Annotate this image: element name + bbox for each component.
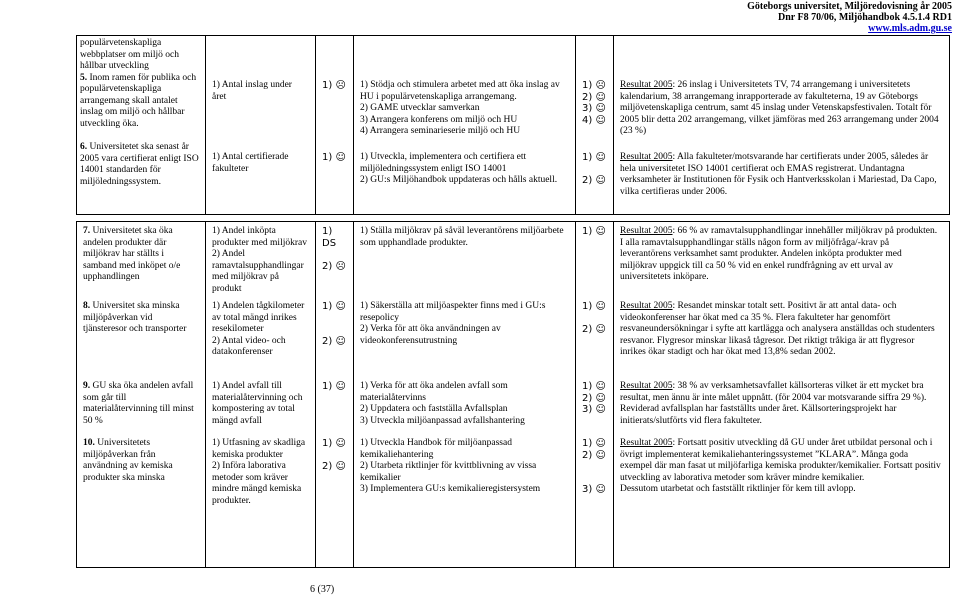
indicator-text: 1) Utfasning av skadliga kemiska produkter 2) Införa laborativa metoder som kräver mindre mängd kemiska produkter.: [212, 438, 306, 506]
environmental-goals-table: [76, 35, 950, 568]
table-row: [76, 221, 950, 568]
indicator-cell: [206, 36, 316, 214]
document-header: [747, 1, 952, 34]
header-dnr: Dnr F8 70/06, Miljöhandbok 4.5.1.4 RD1: [777, 12, 952, 23]
page-number: 6 (37): [310, 584, 335, 595]
goal-6: 6. Universitetet ska senast år 2005 vara certifierat enligt ISO 14001 standarden för miljöledningssystem.: [80, 142, 199, 187]
result-text: Resultat 2005: Fortsatt positiv utveckling då GU under året utbildat personal och i övrigt implementerat kemikaliehanteringssystemet ”KLARA”. Många goda exempel där man fasat ut miljöfarliga kemiska produkter/kemikalier. Fortsatt positiv utveckling av laborativa metoder som kräver mindre kemikalier. Dessutom utarbetat och fastställt riktlinjer för kem till avlopp.: [620, 438, 941, 494]
action-text: 1) Ställa miljökrav på såväl leverantörens miljöarbete som upphandlade produkter.: [360, 226, 564, 248]
header-url-link[interactable]: www.mls.adm.gu.se: [868, 23, 952, 34]
goal-text: populärvetenskapliga webbplatser om miljö och hållbar utveckling: [80, 38, 179, 71]
indicator-text: 1) Antal inslag under året: [212, 80, 292, 102]
result-cell: [614, 222, 950, 567]
header-title: Göteborgs universitet, Miljöredovisning år 2005: [747, 1, 952, 12]
indicator-text: 1) Andel avfall till materialåtervinning och kompostering av total mängd avfall: [212, 381, 303, 426]
indicator-status-cell: [316, 222, 354, 567]
goal-7: 7. Universitetet ska öka andelen produkter där miljökrav har ställts i samband med inköpet o/e upphandlingen: [83, 226, 181, 282]
action-text: 1) Stödja och stimulera arbetet med att öka inslag av HU i populärvetenskapliga arrangemang. 2) GAME utvecklar samverkan 3) Arrangera konferens om miljö och HU 4) Arrangera seminarieserie miljö och HU: [360, 80, 560, 136]
goal-cell: [76, 36, 206, 214]
action-cell: [354, 222, 576, 567]
status-indicator: 1) ☹ 2) ☺ 3) ☺ 4) ☺: [582, 80, 606, 126]
indicator-status-cell: [316, 36, 354, 214]
status-indicator: 1) ☺ 2) ☺ 3) ☺: [582, 381, 606, 415]
indicator-text: 1) Andel inköpta produkter med miljökrav 2) Andel ramavtalsupphandlingar med miljökrav på produkt: [212, 226, 307, 294]
status-indicator: 1) ☺ 2) ☺: [582, 152, 606, 186]
action-status-cell: [576, 36, 614, 214]
status-indicator: 1) ☹: [322, 80, 346, 91]
result-cell: [614, 36, 950, 214]
result-text: Resultat 2005: 38 % av verksamhetsavfallet källsorteras vilket är ett mycket bra resultat, men ännu är inte målet uppnått. (för 2004 var motsvarande siffra 29 %). Reviderad avfallsplan har fastställts under året. Källsorteringsprojekt har initierats/slutförts vid flera fakulteter.: [620, 381, 927, 426]
result-text: Resultat 2005: 26 inslag i Universitetets TV, 74 arrangemang i universitetets kalendarium, 38 arrangemang inrapporterade av fakulteterna, 19 av Göteborgs miljövetenskapliga centrum, samt 45 inslag under Vetenskapsfestivalen. Totalt för 2005 blir detta 202 arrangemang, vilket jämföras med 263 arrangemang under 2004 (23 %): [620, 80, 939, 136]
indicator-cell: [206, 222, 316, 567]
indicator-text: 1) Andelen tågkilometer av total mängd inrikes resekilometer 2) Antal video- och datakonferenser: [212, 301, 305, 357]
status-indicator: 1) ☺: [582, 226, 606, 237]
action-status-cell: [576, 222, 614, 567]
status-indicator: 1) ☺ 2) ☺: [322, 438, 346, 472]
goal-8: 8. Universitet ska minska miljöpåverkan vid tjänsteresor och transporter: [83, 301, 187, 334]
goal-cell: [76, 222, 206, 567]
action-cell: [354, 36, 576, 214]
status-indicator: 1) DS 2) ☹: [322, 226, 346, 272]
table-row: [76, 36, 950, 215]
action-text: 1) Säkerställa att miljöaspekter finns med i GU:s resepolicy 2) Verka för att öka användningen av videokonferensutrustning: [360, 301, 546, 346]
status-indicator: 1) ☺ 2) ☺ 3) ☺: [582, 438, 606, 495]
result-text: Resultat 2005: 66 % av ramavtalsupphandlingar innehåller miljökrav på produkten. I alla ramavtalsupphandlingar ställs någon form av miljöfråga/-krav på leverantörens verksamhet samt produkter. Andelen inköpta produkter med miljökrav uppgick till ca 50 % vid en enkel rundfrågning av ett urval av universitetets inköpare.: [620, 226, 938, 282]
action-text: 1) Verka för att öka andelen avfall som materialåtervinns 2) Uppdatera och fastställa Avfallsplan 3) Utveckla miljöanpassad avfallshantering: [360, 381, 525, 426]
result-text: Resultat 2005: Alla fakulteter/motsvarande har certifierats under 2005, således är hela universitetet ISO 14001 certifierat och EMAS registrerat. Undantagna verksamheter är Institutionen för Fysik och Hantverksskolan i Mariestad, Da Capo, vilka certifieras under 2006.: [620, 152, 937, 197]
status-indicator: 1) ☺ 2) ☺: [322, 301, 346, 347]
goal-9: 9. GU ska öka andelen avfall som går till materialåtervinning till minst 50 %: [83, 381, 194, 426]
status-indicator: 1) ☺ 2) ☺: [582, 301, 606, 335]
indicator-text: 1) Antal certifierade fakulteter: [212, 152, 289, 174]
status-indicator: 1) ☺: [322, 152, 346, 163]
goal-5: 5. Inom ramen för publika och populärvetenskapliga arrangemang skall antalet inslag om miljö och hållbar utveckling öka.: [80, 72, 197, 129]
action-text: 1) Utveckla Handbok för miljöanpassad kemikaliehantering 2) Utarbeta riktlinjer för kvittblivning av vissa kemikalier 3) Implementera GU:s kemikalieregistersystem: [360, 438, 541, 494]
status-indicator: 1) ☺: [322, 381, 346, 392]
action-text: 1) Utveckla, implementera och certifiera ett miljöledningssystem enligt ISO 14001 2) GU:s Miljöhandbok uppdateras och hålls aktuell.: [360, 152, 558, 185]
goal-10: 10. Universitetets miljöpåverkan från användning av kemiska produkter ska minska: [83, 438, 173, 483]
result-text: Resultat 2005: Resandet minskar totalt sett. Positivt är att antal data- och videokonferenser har ökat med ca 35 %. Flera fakulteter har genomfört resvaneundersökningar i syfte att kartlägga och analysera anställdas och studenters resvanor. Flygresor minskar likaså tågresor. Det riktigt tråkiga är att flygresor inrikes ökar stadigt och har ökat med 13,8% sedan 2002.: [620, 301, 935, 357]
